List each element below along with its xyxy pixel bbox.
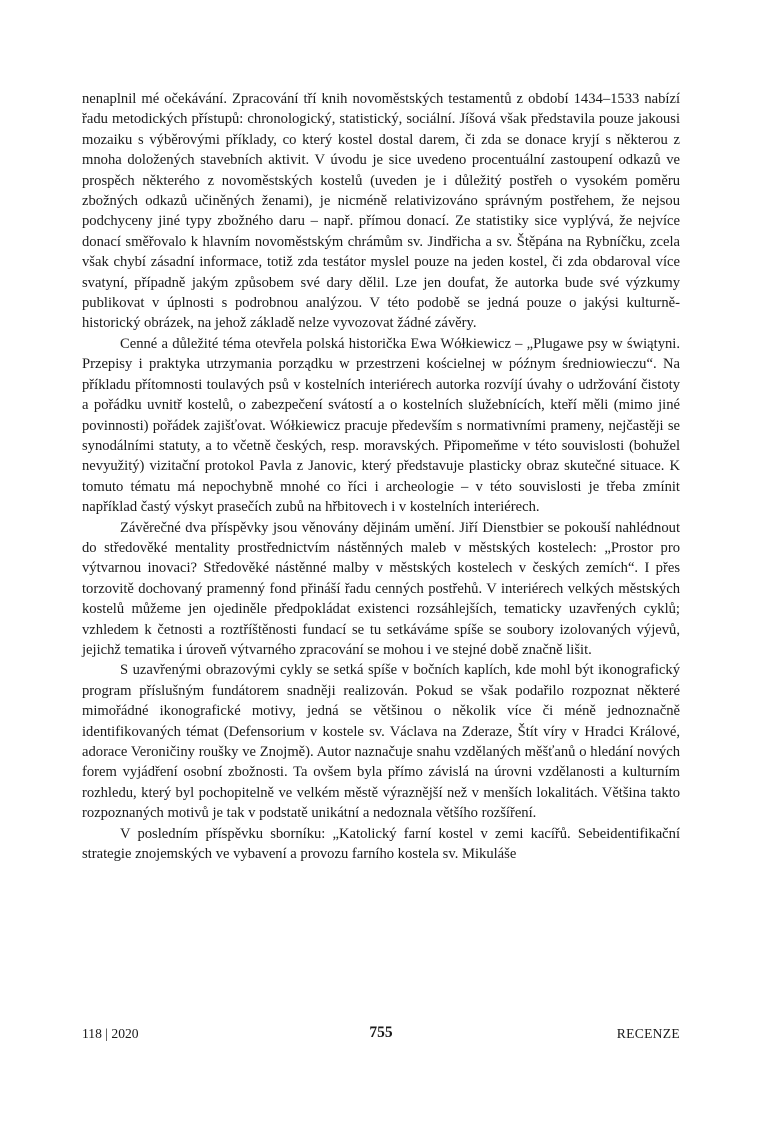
- paragraph-2: Cenné a důležité téma otevřela polská historička Ewa Wółkiewicz – „Plugawe psy w świątyni. Przepisy i praktyka utrzymania porządku w przestrzeni kościelnej w późnym średniowieczu“. Na příkladu přítomnosti toulavých psů v kostelních interiérech autorka rozvíjí úvahy o udržování čistoty a pořádku uvnitř kostelů, o zabezpečení svátostí a o kostelních služebnících, kteří měli (mimo jiné povinnosti) pořádek zajišťovat. Wółkiewicz pracuje především s normativními prameny, nejčastěji se synodálními statuty, a to včetně českých, resp. moravských. Připomeňme v této souvislosti (bohužel nevyužitý) vizitační protokol Pavla z Janovic, který představuje plasticky obraz skutečné situace. K tomuto tématu má nepochybně mnohé co říci i archeologie – v této souvislosti je třeba zmínit například častý výskyt prasečích zubů na hřbitovech i v kostelních interiérech.: [82, 335, 680, 516]
- section-label: RECENZE: [616, 1026, 680, 1041]
- paragraph-3: Závěrečné dva příspěvky jsou věnovány dějinám umění. Jiří Dienstbier se pokouší nahlédnout do středověké mentality prostřednictvím nástěnných maleb v městských kostelech: „Prostor pro výtvarnou inovaci? Středověké nástěnné malby v městských kostelech v českých zemích“. I přes torzovitě dochovaný pramenný fond přináší řadu cenných postřehů. V interiérech velkých městských kostelů můžeme jen ojediněle předpokládat existenci rozsáhlejších, tematicky uzavřených cyklů; vzhledem k četnosti a roztříštěnosti fundací se tu setkáváme spíše se soubory izolovaných výjevů, jejichž tematika i úroveň výtvarného zpracování se mohou i ve stejné době značně lišit.: [82, 519, 680, 658]
- issue-label: 118 | 2020: [82, 1026, 139, 1041]
- page-footer: [82, 1024, 680, 1046]
- paragraph-4: S uzavřenými obrazovými cykly se setká spíše v bočních kaplích, kde mohl být ikonografický program příslušným fundátorem snadněji realizován. Pokud se však podařilo rozpoznat některé mimořádné ikonografické motivy, jedná se většinou o několik více či méně jednoznačně identifikovaných témat (Defensorium v kostele sv. Václava na Zderaze, Štít víry v Hradci Králové, adorace Veroničiny roušky ve Znojmě). Autor naznačuje snahu vzdělaných měšťanů o hledání nových forem vyjádření osobní zbožnosti. Ta ovšem byla přímo závislá na úrovni vzdělanosti a kulturním rozhledu, který byl pochopitelně ve velkém městě výraznější než v menších lokalitách. Většina takto rozpoznaných motivů je tak v podstatě unikátní a nedoznala většího rozšíření.: [82, 662, 680, 822]
- article-body: [82, 89, 680, 864]
- paragraph-1: nenaplnil mé očekávání. Zpracování tří knih novoměstských testamentů z období 1434–1533 nabízí řadu metodických přístupů: chronologický, statistický, sociální. Jíšová však představila pouze jakousi mozaiku s výběrovými příklady, co který kostel dostal darem, či zda se donace kryjí s některou z mnoha doložených stavebních aktivit. V úvodu je sice uvedeno procentuální zastoupení odkazů ve prospěch některého z novoměstských kostelů (uveden je i důležitý postřeh o vysokém poměru zbožných odkazů učiněných ženami), je nicméně relativizováno správným postřehem, že nejsou podchyceny jiné typy zbožného daru – např. přímou donací. Ze statistiky sice vyplývá, že nejvíce donací směřovalo k hlavním novoměstským chrámům sv. Jindřicha a sv. Štěpána na Rybníčku, zcela však chybí zásadní informace, totiž zda testátor myslel pouze na jeden kostel, či zda obdaroval více svatyní, případně jakým způsobem své dary dělil. Lze jen doufat, že autorka bude své výzkumy publikovat v úplnosti s podrobnou analýzou. V této podobě se jedná pouze o jakýsi kulturně-historický obrázek, na jehož základě nelze vyvozovat žádné závěry.: [82, 91, 680, 332]
- paragraph-5: V posledním příspěvku sborníku: „Katolický farní kostel v zemi kacířů. Sebeidentifikační strategie znojemských ve vybavení a provozu farního kostela sv. Mikuláše: [82, 825, 680, 863]
- page-number: 755: [369, 1024, 393, 1041]
